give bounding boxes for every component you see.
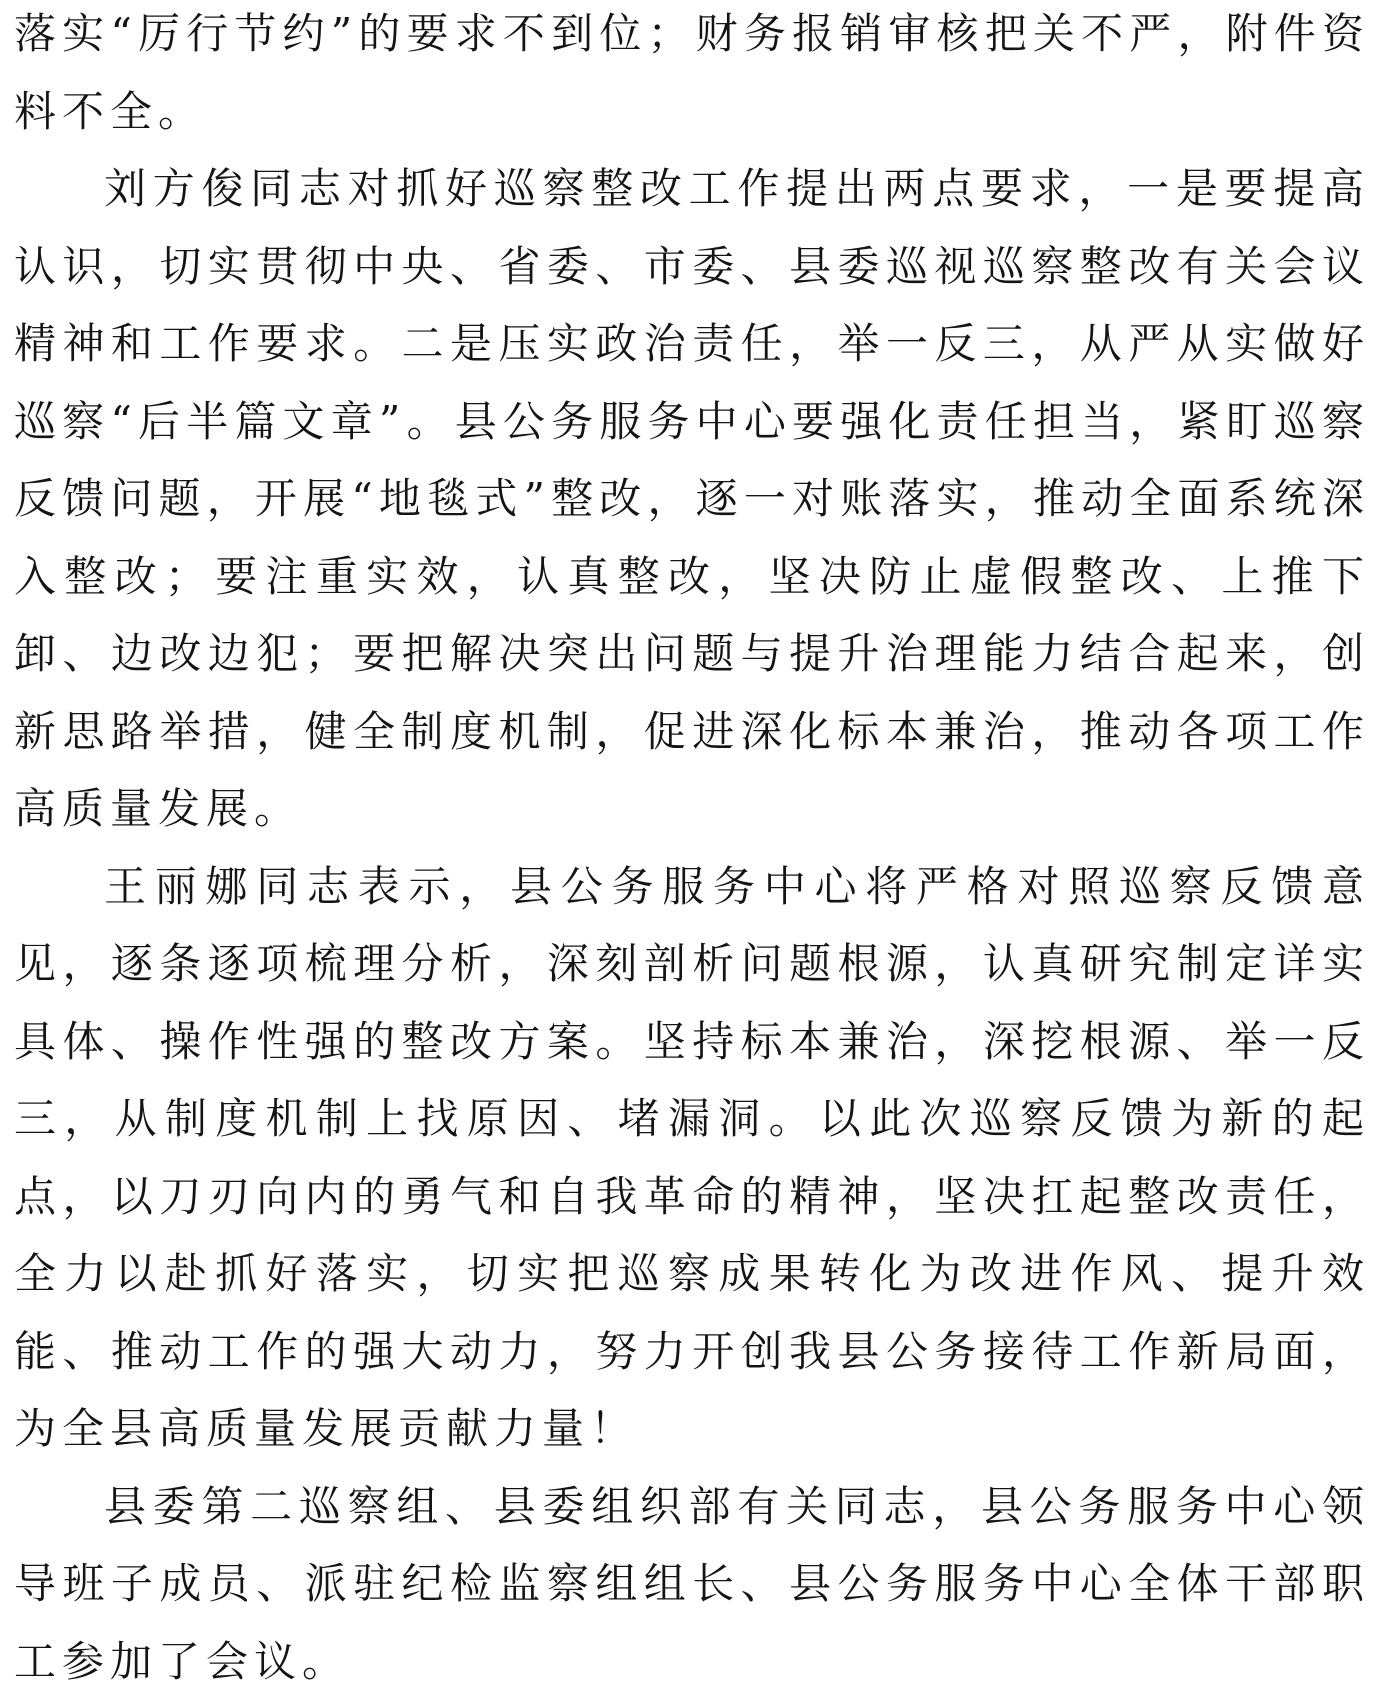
paragraph-wang-lina-statement: 王丽娜同志表示，县公务服务中心将严格对照巡察反馈意见，逐条逐项梳理分析，深刻剖析问题根源，认真研究制定详实具体、操作性强的整改方案。坚持标本兼治，深挖根源、举一反三，从制度机制上找原因、堵漏洞。以此次巡察反馈为新的起点，以刀刃向内的勇气和自我革命的精神，坚决扛起整改责任，全力以赴抓好落实，切实把巡察成果转化为改进作风、提升效能、推动工作的强大动力，努力开创我县公务接待工作新局面，为全县高质量发展贡献力量！: [14, 848, 1370, 1468]
paragraph-liu-fangjun-requirements: 刘方俊同志对抓好巡察整改工作提出两点要求，一是要提高认识，切实贯彻中央、省委、市委、县委巡视巡察整改有关会议精神和工作要求。二是压实政治责任，举一反三，从严从实做好巡察“后半篇文章”。县公务服务中心要强化责任担当，紧盯巡察反馈问题，开展“地毯式”整改，逐一对账落实，推动全面系统深入整改；要注重实效，认真整改，坚决防止虚假整改、上推下卸、边改边犯；要把解决突出问题与提升治理能力结合起来，创新思路举措，健全制度机制，促进深化标本兼治，推动各项工作高质量发展。: [14, 150, 1370, 848]
paragraph-continuation: 落实“厉行节约”的要求不到位；财务报销审核把关不严，附件资料不全。: [14, 0, 1370, 150]
paragraph-attendees: 县委第二巡察组、县委组织部有关同志，县公务服务中心领导班子成员、派驻纪检监察组组长、县公务服务中心全体干部职工参加了会议。: [14, 1468, 1370, 1700]
